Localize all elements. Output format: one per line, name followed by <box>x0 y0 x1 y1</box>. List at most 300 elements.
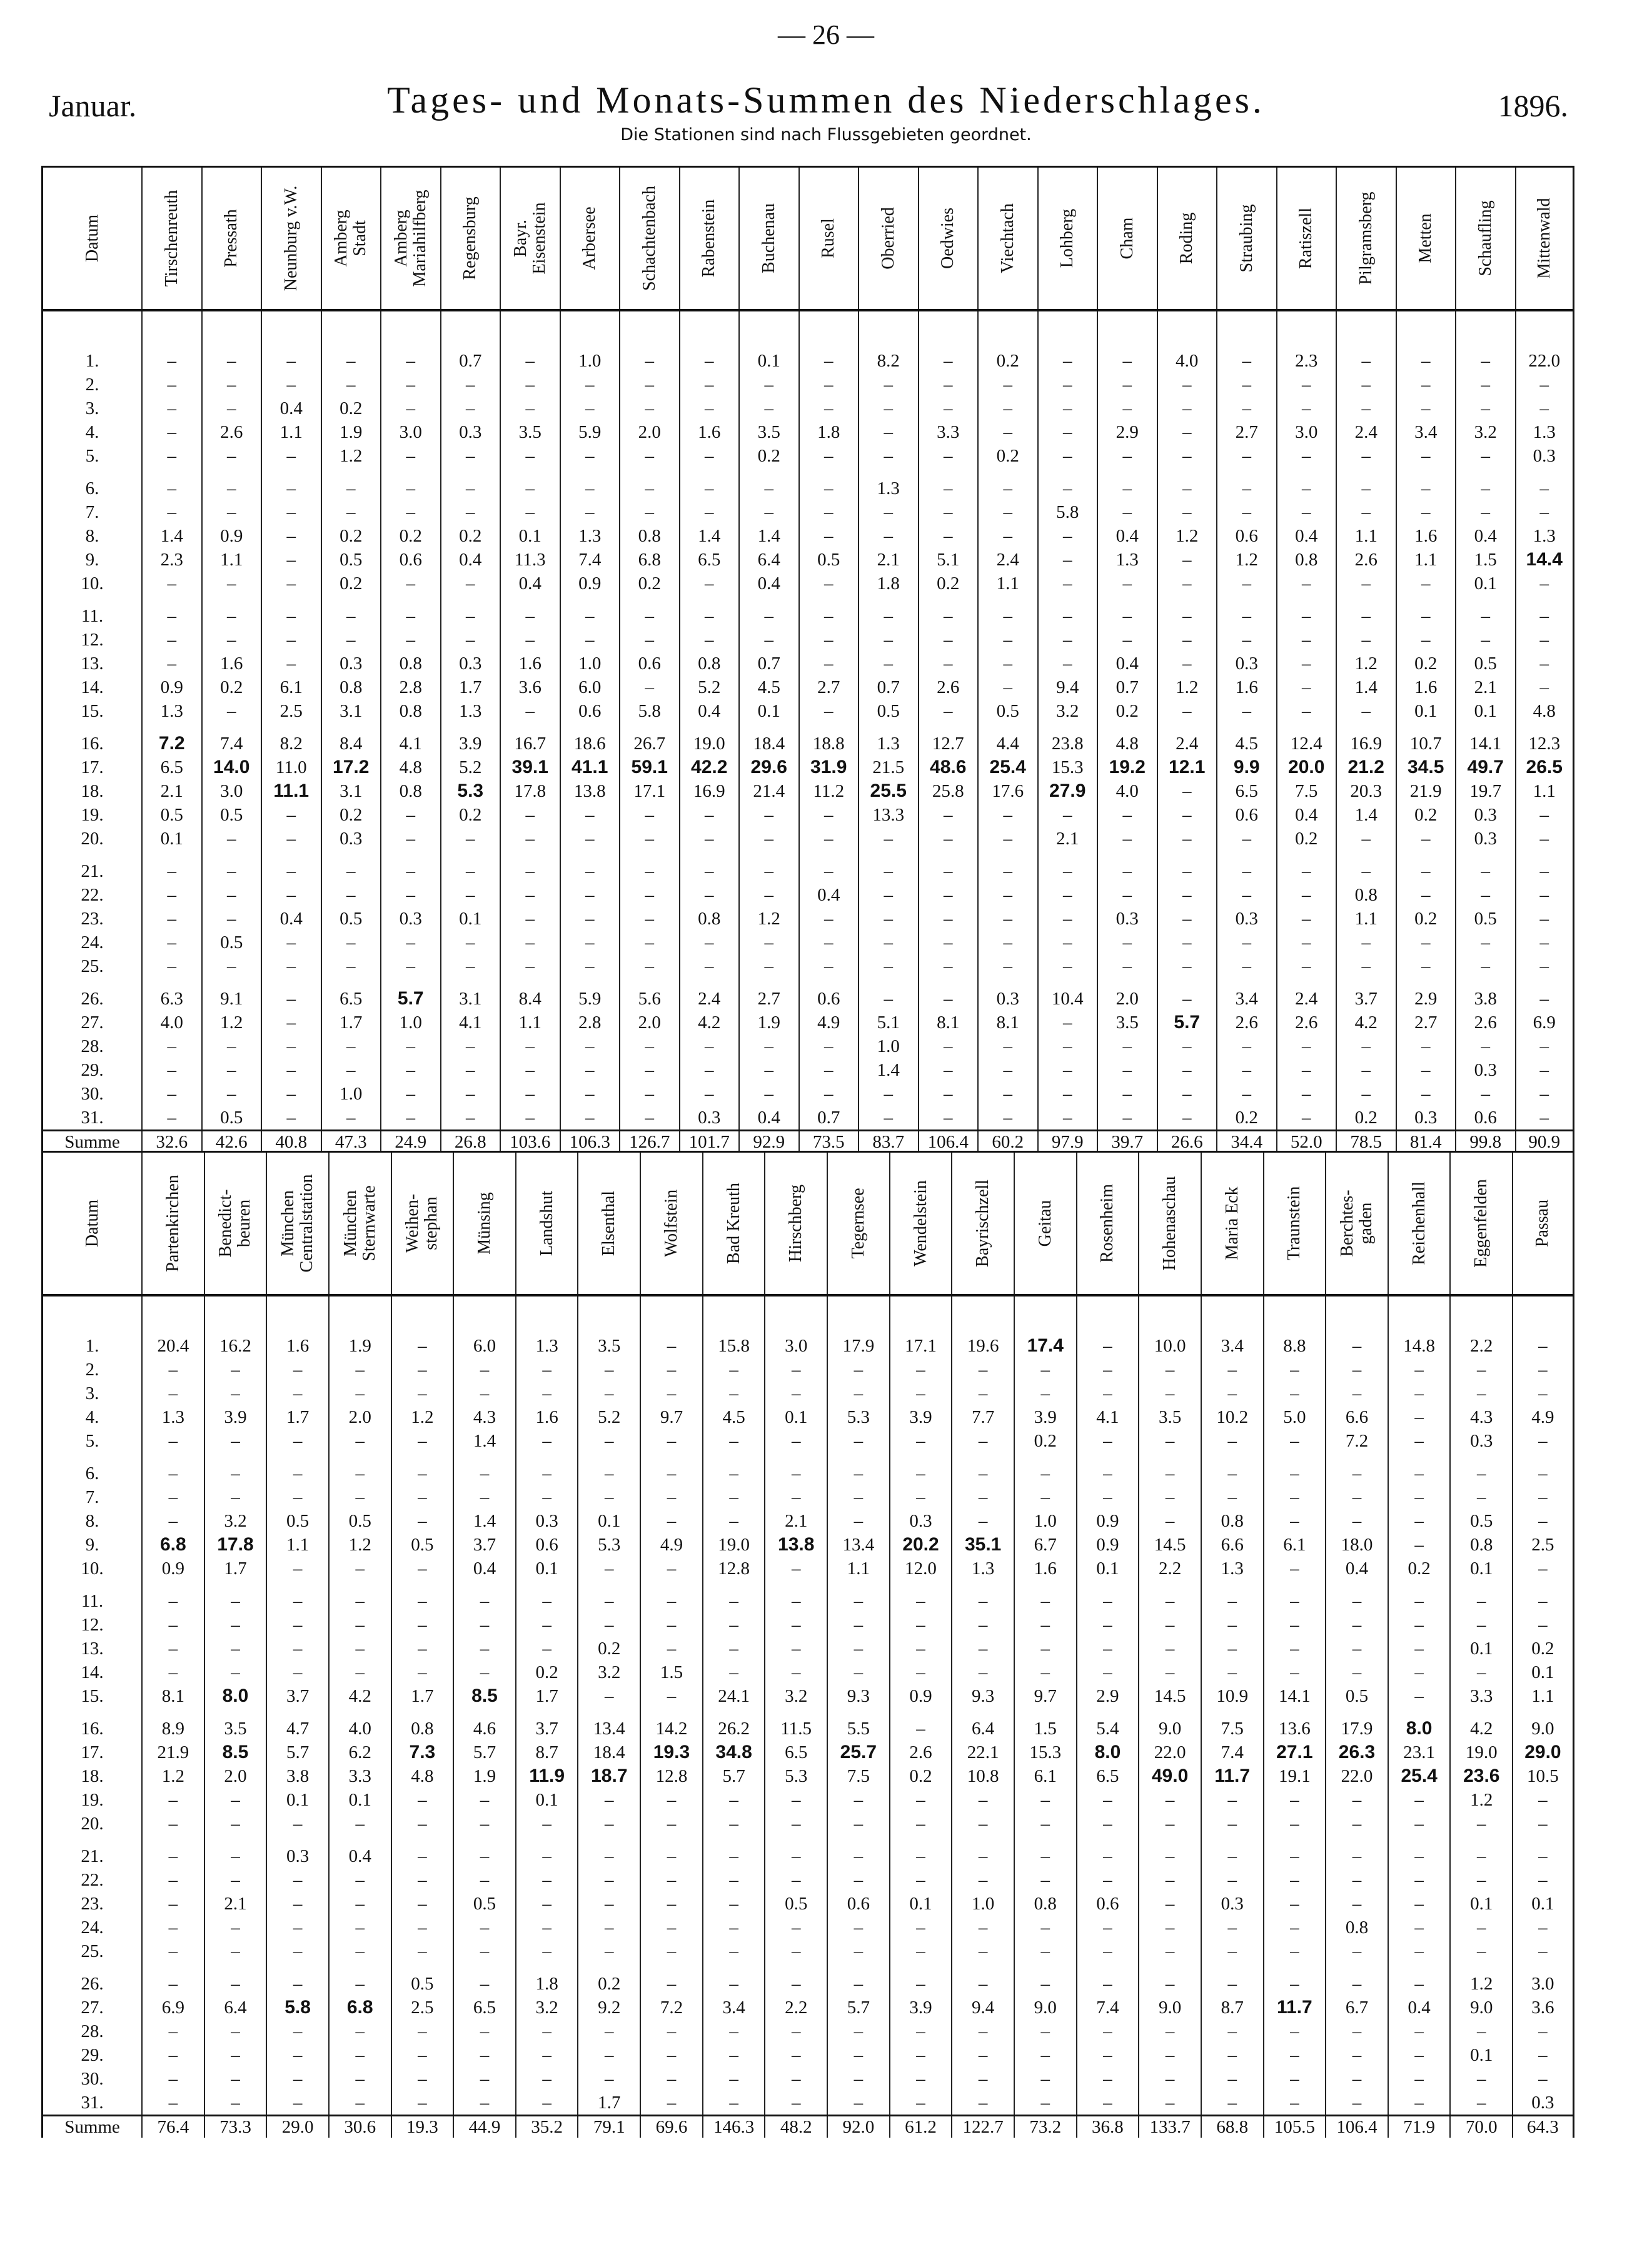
station-name: Bayr. Eisenstein <box>510 202 549 275</box>
sum-value: 83.7 <box>858 1131 918 1153</box>
value-cell: 2.0 <box>348 1407 371 1427</box>
row-gap <box>1139 1963 1201 1972</box>
value-cell: – <box>1165 2045 1175 2065</box>
value-cell: 4.8 <box>399 757 422 777</box>
value-cell: – <box>1302 677 1311 697</box>
value-cell: 2.1 <box>224 1894 247 1914</box>
value-cell: 4.3 <box>1470 1407 1493 1427</box>
value-cell: – <box>764 1084 773 1104</box>
row-gap <box>1277 723 1336 732</box>
value-cell: 2.3 <box>160 550 183 570</box>
station-header-neunburg-v-w <box>261 168 321 309</box>
station-column-buchenau <box>738 311 798 1130</box>
value-cell: 0.3 <box>1414 1108 1438 1128</box>
value-cell: – <box>1227 1360 1237 1380</box>
value-cell: – <box>1003 1036 1012 1056</box>
value-cell: – <box>1122 502 1132 522</box>
value-cell: – <box>1227 1790 1237 1810</box>
row-gap <box>578 1708 640 1717</box>
sum-value: 34.4 <box>1216 1131 1276 1153</box>
value-cell: – <box>764 478 773 498</box>
value-cell: – <box>1003 606 1012 626</box>
day-label: 12. <box>81 1615 104 1635</box>
station-header-elsenthal <box>577 1153 640 1294</box>
value-cell: – <box>1477 1941 1486 1961</box>
value-cell: 3.0 <box>1531 1974 1554 1994</box>
value-cell: 14.8 <box>1403 1336 1435 1356</box>
value-cell: – <box>1063 550 1072 570</box>
value-cell: – <box>480 1360 490 1380</box>
value-cell: 21.4 <box>753 781 785 801</box>
value-cell: – <box>1302 446 1311 466</box>
value-cell: – <box>1063 1013 1072 1033</box>
day-label: 17. <box>81 1742 104 1762</box>
value-cell: – <box>346 630 356 650</box>
row-gap <box>143 1708 204 1717</box>
row-gap <box>680 851 739 859</box>
station-column-reichenhall <box>1388 1296 1450 2115</box>
value-cell: – <box>227 375 236 395</box>
value-cell: 2.3 <box>1295 351 1318 371</box>
value-cell: – <box>1539 1036 1549 1056</box>
row-gap <box>979 468 1037 477</box>
value-cell: – <box>1040 2069 1050 2089</box>
station-name: München Sternwarte <box>340 1185 379 1261</box>
value-cell: – <box>1165 1383 1175 1403</box>
value-cell: – <box>355 1559 365 1579</box>
value-cell: 1.3 <box>1221 1559 1244 1579</box>
day-label: 24. <box>81 932 104 953</box>
value-cell: 0.1 <box>1531 1894 1554 1914</box>
value-cell: 3.4 <box>722 1998 745 2018</box>
row-gap <box>1277 978 1336 987</box>
station-name: Pressath <box>221 209 241 268</box>
row-gap <box>322 978 381 987</box>
value-cell: 8.8 <box>1283 1336 1306 1356</box>
value-cell: – <box>1242 861 1251 881</box>
value-cell: – <box>418 1846 427 1866</box>
value-cell: – <box>1477 1591 1486 1611</box>
value-cell: – <box>286 1108 296 1128</box>
value-cell: – <box>1414 1790 1424 1810</box>
row-gap <box>381 851 440 859</box>
row-gap <box>1456 978 1515 987</box>
row-gap <box>143 1836 204 1844</box>
row-gap <box>561 851 620 859</box>
station-column-elsenthal <box>577 1296 640 2115</box>
value-cell: – <box>1538 1591 1548 1611</box>
row-gap <box>143 1453 204 1462</box>
value-cell: – <box>355 1431 365 1451</box>
value-cell: – <box>227 351 236 371</box>
value-cell: – <box>1302 574 1311 594</box>
value-cell: – <box>1414 1487 1424 1507</box>
value-cell: – <box>1122 351 1132 371</box>
value-cell: – <box>1481 1084 1490 1104</box>
value-cell: – <box>978 1463 988 1483</box>
value-cell: – <box>355 1615 365 1635</box>
value-cell: 0.4 <box>280 398 303 418</box>
value-cell: – <box>466 1084 475 1104</box>
value-cell: 4.8 <box>1116 734 1139 754</box>
station-header-eggenfelden <box>1449 1153 1512 1294</box>
value-cell: 17.1 <box>905 1336 937 1356</box>
value-cell: 0.3 <box>286 1846 310 1866</box>
row-gap <box>205 1963 266 1972</box>
value-cell: 15.3 <box>1029 1742 1062 1762</box>
value-cell: – <box>916 1941 925 1961</box>
station-name: Metten <box>1416 213 1436 263</box>
value-cell: 22.0 <box>1341 1766 1373 1786</box>
value-cell: – <box>168 1463 178 1483</box>
value-cell: – <box>605 2069 614 2089</box>
row-gap <box>952 1836 1014 1844</box>
value-cell: 5.2 <box>598 1407 621 1427</box>
station-column-lohberg <box>1037 311 1097 1130</box>
value-cell: – <box>466 606 475 626</box>
value-cell: – <box>791 1615 801 1635</box>
day-label: 13. <box>81 1639 104 1659</box>
value-cell: – <box>168 2093 178 2113</box>
row-gap <box>381 468 440 477</box>
value-cell: – <box>1003 375 1012 395</box>
row-gap <box>620 723 679 732</box>
value-cell: – <box>167 446 176 466</box>
value-cell: – <box>944 502 953 522</box>
value-cell: – <box>944 526 953 546</box>
day-label: 7. <box>85 502 99 522</box>
row-gap <box>859 468 918 477</box>
value-cell: – <box>1481 351 1490 371</box>
value-cell: – <box>1103 1870 1112 1890</box>
value-cell: – <box>729 2093 738 2113</box>
value-cell: – <box>480 1662 490 1682</box>
value-cell: – <box>1103 1463 1112 1483</box>
value-cell: 1.4 <box>757 526 780 546</box>
value-cell: 12.1 <box>1169 757 1206 777</box>
value-cell: – <box>286 478 296 498</box>
value-cell: 0.2 <box>937 574 960 594</box>
station-column-arbersee <box>560 311 620 1130</box>
value-cell: 4.5 <box>1235 734 1258 754</box>
row-gap <box>441 978 500 987</box>
station-column-tirschenreuth <box>141 311 201 1130</box>
value-cell: 0.1 <box>1474 574 1497 594</box>
value-cell: – <box>293 2069 303 2089</box>
value-cell: – <box>418 1431 427 1451</box>
value-cell: – <box>884 829 893 849</box>
value-cell: 0.3 <box>1531 2093 1554 2113</box>
value-cell: – <box>1103 2093 1112 2113</box>
row-gap <box>680 723 739 732</box>
value-cell: – <box>1182 1084 1192 1104</box>
value-cell: 5.3 <box>847 1407 870 1427</box>
value-cell: – <box>645 932 654 953</box>
row-gap <box>1326 1453 1388 1462</box>
station-name: Neunburg v.W. <box>281 185 301 291</box>
row-gap <box>979 595 1037 604</box>
value-cell: – <box>667 1790 677 1810</box>
value-cell: 0.1 <box>598 1511 621 1531</box>
row-gap <box>1264 1836 1326 1844</box>
row-gap <box>680 468 739 477</box>
value-cell: – <box>944 909 953 929</box>
value-cell: – <box>1003 478 1012 498</box>
row-gap <box>952 1453 1014 1462</box>
value-cell: – <box>406 956 415 976</box>
value-cell: – <box>293 1615 303 1635</box>
value-cell: – <box>466 956 475 976</box>
value-cell: 21.2 <box>1347 757 1384 777</box>
value-cell: – <box>525 351 535 371</box>
value-cell: – <box>585 446 595 466</box>
value-cell: 1.0 <box>972 1894 995 1914</box>
value-cell: – <box>293 1383 303 1403</box>
value-cell: 19.0 <box>718 1535 750 1555</box>
row-gap <box>641 1836 702 1844</box>
row-gap <box>1139 1836 1201 1844</box>
value-cell: 0.3 <box>535 1511 558 1531</box>
value-cell: 17.1 <box>633 781 666 801</box>
sum-value: 146.3 <box>702 2116 765 2138</box>
value-cell: – <box>231 2021 240 2041</box>
value-cell: – <box>346 351 356 371</box>
row-gap <box>392 1836 453 1844</box>
value-cell: – <box>667 1591 677 1611</box>
value-cell: – <box>1414 2045 1424 2065</box>
value-cell: 0.3 <box>1474 1060 1497 1080</box>
value-cell: – <box>585 932 595 953</box>
value-cell: – <box>1352 1894 1362 1914</box>
value-cell: – <box>791 1559 801 1579</box>
value-cell: – <box>231 1591 240 1611</box>
value-cell: 0.2 <box>1408 1559 1431 1579</box>
value-cell: – <box>791 1870 801 1890</box>
value-cell: – <box>1122 861 1132 881</box>
row-gap <box>703 1453 765 1462</box>
value-cell: – <box>1242 1036 1251 1056</box>
value-cell: – <box>227 701 236 721</box>
value-cell: – <box>1122 805 1132 825</box>
station-header-mittenwald <box>1515 168 1575 309</box>
value-cell: – <box>1302 932 1311 953</box>
value-cell: – <box>854 2069 864 2089</box>
value-cell: – <box>854 1383 864 1403</box>
value-cell: – <box>854 1870 864 1890</box>
value-cell: 25.4 <box>989 757 1026 777</box>
value-cell: – <box>729 1974 738 1994</box>
sum-value: 78.5 <box>1336 1131 1396 1153</box>
value-cell: – <box>884 861 893 881</box>
value-cell: – <box>542 1463 552 1483</box>
value-cell: – <box>1182 478 1192 498</box>
value-cell: – <box>466 932 475 953</box>
value-cell: 8.5 <box>471 1686 498 1706</box>
value-cell: 2.1 <box>1056 829 1079 849</box>
value-cell: 10.0 <box>1154 1336 1186 1356</box>
value-cell: – <box>944 630 953 650</box>
value-cell: – <box>227 478 236 498</box>
station-header-oedwies <box>918 168 978 309</box>
value-cell: 0.8 <box>399 781 422 801</box>
value-cell: – <box>854 1431 864 1451</box>
value-cell: – <box>1414 1814 1424 1834</box>
value-cell: – <box>1352 1360 1362 1380</box>
value-cell: 1.6 <box>1235 677 1258 697</box>
value-cell: – <box>854 1918 864 1938</box>
value-cell: – <box>764 861 773 881</box>
value-cell: 6.4 <box>224 1998 247 2018</box>
row-gap <box>1451 1453 1512 1462</box>
value-cell: – <box>944 885 953 905</box>
value-cell: – <box>585 606 595 626</box>
value-cell: – <box>1361 351 1371 371</box>
day-label: 29. <box>81 1060 104 1080</box>
value-cell: – <box>1242 1060 1251 1080</box>
day-label: 26. <box>81 1974 104 1994</box>
value-cell: – <box>168 1941 178 1961</box>
station-header-buchenau <box>738 168 798 309</box>
row-gap <box>43 1580 141 1589</box>
station-name: Oedwies <box>938 208 958 269</box>
row-gap <box>205 1708 266 1717</box>
value-cell: 5.7 <box>722 1766 745 1786</box>
value-cell: – <box>824 351 834 371</box>
value-cell: – <box>791 1463 801 1483</box>
value-cell: – <box>1182 932 1192 953</box>
value-cell: – <box>1003 909 1012 929</box>
value-cell: 3.6 <box>1531 1998 1554 2018</box>
day-label: 20. <box>81 1814 104 1834</box>
value-cell: – <box>1481 885 1490 905</box>
value-cell: – <box>764 375 773 395</box>
value-cell: 7.4 <box>1096 1998 1119 2018</box>
row-gap <box>1337 468 1396 477</box>
value-cell: – <box>605 1941 614 1961</box>
value-cell: – <box>705 502 714 522</box>
value-cell: 3.9 <box>909 1998 932 2018</box>
value-cell: – <box>355 1360 365 1380</box>
value-cell: – <box>764 932 773 953</box>
value-cell: – <box>1063 630 1072 650</box>
value-cell: – <box>525 829 535 849</box>
value-cell: 18.0 <box>1341 1535 1373 1555</box>
value-cell: – <box>729 1591 738 1611</box>
day-label: 17. <box>81 757 104 777</box>
value-cell: 0.9 <box>578 574 602 594</box>
value-cell: – <box>1122 885 1132 905</box>
day-label: 10. <box>81 574 104 594</box>
value-cell: 0.5 <box>340 909 363 929</box>
value-cell: 1.9 <box>473 1766 496 1786</box>
value-cell: 3.1 <box>340 701 363 721</box>
sum-value: 106.4 <box>918 1131 978 1153</box>
row-gap <box>620 595 679 604</box>
value-cell: – <box>944 861 953 881</box>
value-cell: 3.5 <box>224 1719 247 1739</box>
station-name: Geitau <box>1035 1200 1055 1247</box>
row-gap <box>392 1963 453 1972</box>
value-cell: 12.8 <box>655 1766 688 1786</box>
value-cell: 12.4 <box>1290 734 1322 754</box>
value-cell: 1.6 <box>220 654 243 674</box>
station-header-wendelstein <box>889 1153 952 1294</box>
value-cell: – <box>1040 1941 1050 1961</box>
value-cell: – <box>168 2021 178 2041</box>
value-cell: – <box>406 932 415 953</box>
value-cell: – <box>1538 1511 1548 1531</box>
value-cell: 26.3 <box>1338 1742 1376 1762</box>
value-cell: – <box>1414 1383 1424 1403</box>
value-cell: – <box>406 1060 415 1080</box>
value-cell: – <box>227 574 236 594</box>
sum-value: 60.2 <box>977 1131 1037 1153</box>
value-cell: 1.6 <box>535 1407 558 1427</box>
row-gap <box>43 1836 141 1844</box>
row-gap <box>620 468 679 477</box>
value-cell: 0.2 <box>1531 1639 1554 1659</box>
station-name: Landshut <box>536 1190 557 1256</box>
station-column-wendelstein <box>889 1296 952 2115</box>
value-cell: – <box>1122 956 1132 976</box>
value-cell: – <box>480 1615 490 1635</box>
value-cell: 4.0 <box>1176 351 1199 371</box>
row-gap <box>1015 1708 1076 1717</box>
value-cell: 6.0 <box>578 677 602 697</box>
value-cell: – <box>1103 1336 1112 1356</box>
day-label: 23. <box>81 1894 104 1914</box>
sum-value: 69.6 <box>640 2116 702 2138</box>
day-label: 12. <box>81 630 104 650</box>
value-cell: – <box>1421 1084 1431 1104</box>
value-cell: – <box>944 398 953 418</box>
value-cell: 0.2 <box>220 677 243 697</box>
value-cell: – <box>667 1814 677 1834</box>
value-cell: – <box>1421 861 1431 881</box>
row-gap <box>1039 723 1097 732</box>
station-header-straubing <box>1216 168 1276 309</box>
value-cell: – <box>1302 861 1311 881</box>
value-cell: – <box>705 606 714 626</box>
value-cell: 0.7 <box>757 654 780 674</box>
value-cell: – <box>729 1487 738 1507</box>
value-cell: – <box>1477 1870 1486 1890</box>
value-cell: – <box>346 1060 356 1080</box>
row-gap <box>859 978 918 987</box>
value-cell: – <box>167 909 176 929</box>
page-subtitle: Die Stationen sind nach Flussgebieten geordnet. <box>620 125 1032 144</box>
value-cell: – <box>978 1639 988 1659</box>
value-cell: 19.6 <box>967 1336 999 1356</box>
value-cell: 0.8 <box>1295 550 1318 570</box>
value-cell: 11.5 <box>780 1719 812 1739</box>
value-cell: – <box>1361 375 1371 395</box>
value-cell: 4.2 <box>698 1013 721 1033</box>
row-gap <box>267 1963 328 1972</box>
value-cell: – <box>1227 2069 1237 2089</box>
value-cell: – <box>1063 606 1072 626</box>
value-cell: 14.1 <box>1278 1686 1311 1706</box>
value-cell: – <box>1352 1383 1362 1403</box>
row-gap <box>919 851 978 859</box>
row-gap <box>1077 1580 1139 1589</box>
value-cell: 0.2 <box>340 398 363 418</box>
value-cell: 2.5 <box>411 1998 434 2018</box>
value-cell: – <box>231 1941 240 1961</box>
row-gap <box>1039 851 1097 859</box>
value-cell: – <box>1165 1974 1175 1994</box>
value-cell: – <box>1302 398 1311 418</box>
